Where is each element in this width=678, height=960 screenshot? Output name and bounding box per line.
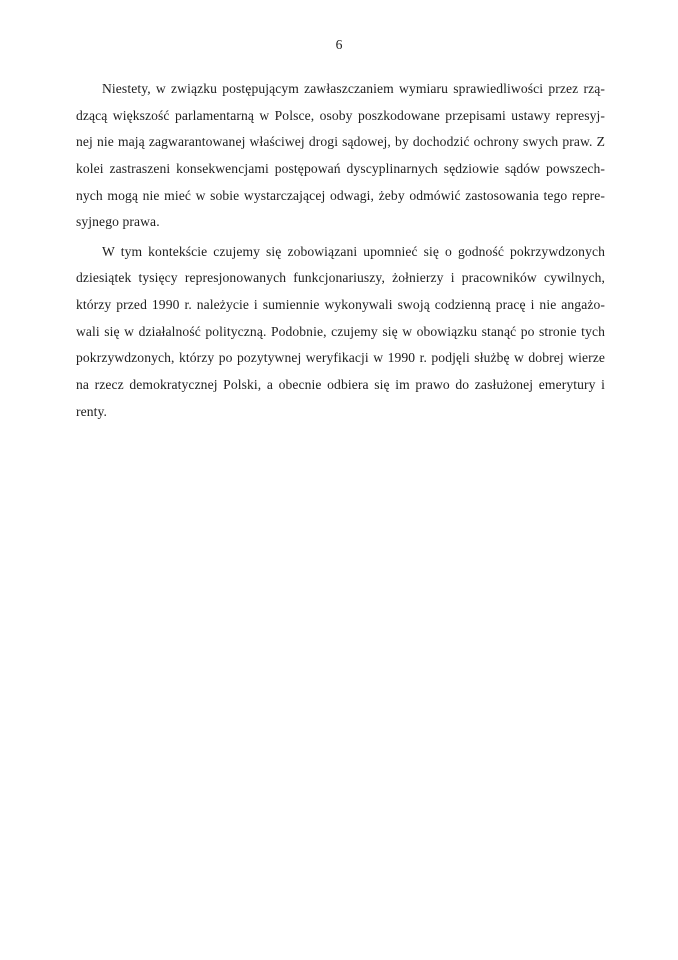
text-line: nej nie mają zagwarantowanej właściwej drogi sądowej, by dochodzić ochrony swych praw. Z bbox=[76, 134, 605, 150]
text-line: renty. bbox=[76, 403, 108, 419]
document-body bbox=[76, 76, 605, 425]
paragraph bbox=[76, 239, 605, 426]
page-number: 6 bbox=[335, 37, 343, 52]
text-line: którzy przed 1990 r. należycie i sumiennie wykonywali swoją codzienną pracę i nie angażo- bbox=[76, 297, 605, 312]
text-line: na rzecz demokratycznej Polski, a obecnie odbiera się im prawo do zasłużonej emerytury i bbox=[76, 377, 605, 393]
text-line: Niestety, w związku postępującym zawłaszczaniem wymiaru sprawiedliwości przez rzą- bbox=[102, 81, 605, 96]
text-line: kolei zastraszeni konsekwencjami postępowań dyscyplinarnych sędziowie sądów powszech- bbox=[76, 161, 605, 177]
text-line: W tym kontekście czujemy się zobowiązani upomnieć się o godność pokrzywdzonych bbox=[102, 243, 605, 259]
paragraph bbox=[76, 76, 605, 236]
text-line: syjnego prawa. bbox=[76, 214, 160, 230]
text-line: dziesiątek tysięcy represjonowanych funkcjonariuszy, żołnierzy i pracowników cywilnych, bbox=[76, 270, 605, 286]
text-line: wali się w działalność polityczną. Podobnie, czujemy się w obowiązku stanąć po stronie tych bbox=[76, 323, 605, 339]
text-line: pokrzywdzonych, którzy po pozytywnej weryfikacji w 1990 r. podjęli służbę w dobrej wierze bbox=[76, 350, 605, 366]
text-line: nych mogą nie mieć w sobie wystarczającej odwagi, żeby odmówić zastosowania tego repre- bbox=[76, 187, 605, 203]
text-line: dzącą większość parlamentarną w Polsce, osoby poszkodowane przepisami ustawy represyj- bbox=[76, 107, 605, 123]
